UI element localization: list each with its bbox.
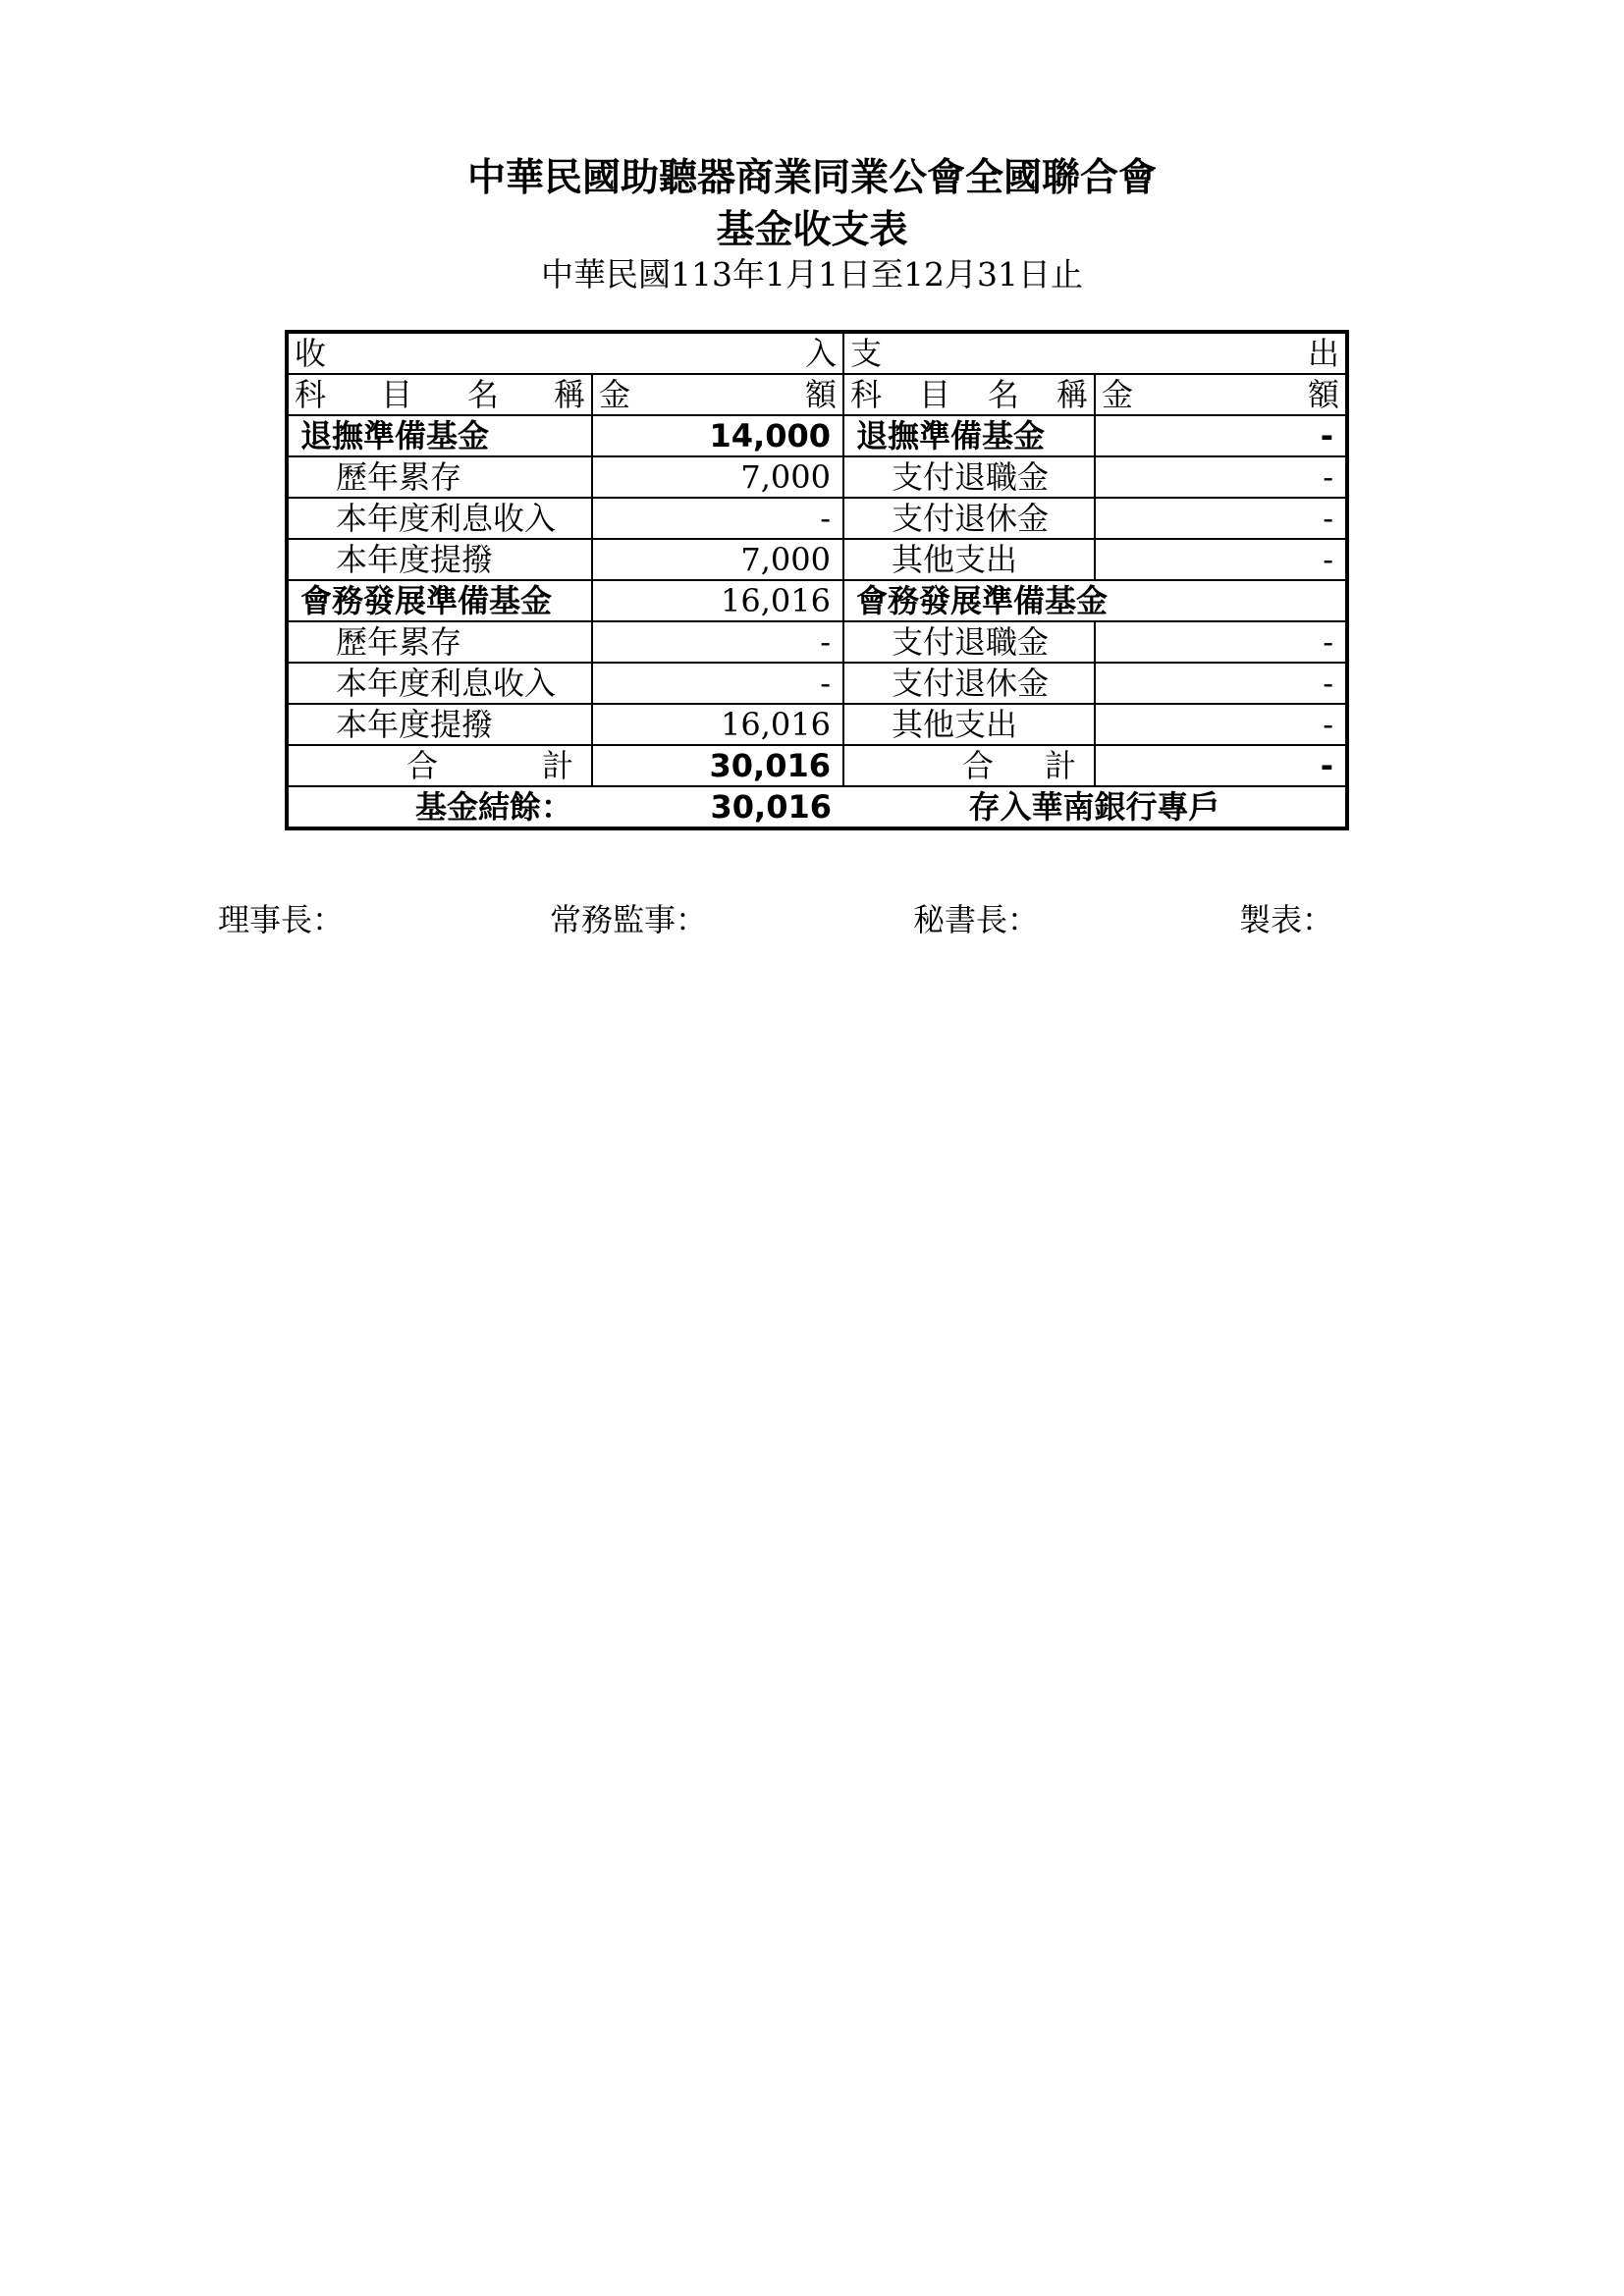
expense-item: 其他支出 — [843, 704, 1095, 745]
signature-supervisor: 常務監事： — [550, 901, 708, 938]
income-total-label — [287, 745, 592, 786]
income-item: 歷年累存 — [287, 456, 592, 498]
signature-chairman: 理事長： — [218, 901, 345, 938]
expense-amount: - — [1095, 498, 1347, 539]
income-amount: - — [592, 498, 843, 539]
expense-section-total: - — [1095, 415, 1347, 456]
expense-amount: - — [1095, 621, 1347, 663]
income-header — [287, 332, 843, 374]
amount-header-right: 額 — [1307, 376, 1339, 413]
table-row — [287, 539, 1347, 580]
expense-header-left: 支 — [850, 335, 883, 372]
signature-secretary: 秘書長： — [913, 901, 1040, 938]
section-title-row — [287, 580, 1347, 621]
income-header-left: 收 — [295, 335, 327, 372]
total-label-right: 計 — [1044, 747, 1076, 784]
report-period: 中華民國113年1月1日至12月31日止 — [541, 255, 1083, 294]
section-title-row — [287, 415, 1347, 456]
income-item: 歷年累存 — [287, 621, 592, 663]
expense-grand-total: - — [1095, 745, 1347, 786]
income-section-title: 退撫準備基金 — [287, 415, 592, 456]
income-section-total: 16,016 — [592, 580, 843, 621]
balance-note: 存入華南銀行專戶 — [843, 786, 1347, 828]
amount-header-right: 額 — [804, 376, 837, 413]
income-amount-column-header — [592, 374, 843, 415]
income-item: 本年度提撥 — [287, 704, 592, 745]
income-amount: 16,016 — [592, 704, 843, 745]
expense-amount-column-header — [1095, 374, 1347, 415]
balance-amount: 30,016 — [592, 786, 843, 828]
expense-header-right: 出 — [1307, 335, 1339, 372]
total-label-left: 合 — [406, 747, 439, 784]
expense-item: 支付退職金 — [843, 621, 1095, 663]
expense-amount: - — [1095, 704, 1347, 745]
expense-amount: - — [1095, 539, 1347, 580]
signature-preparer: 製表： — [1239, 901, 1334, 938]
income-item: 本年度利息收入 — [287, 498, 592, 539]
income-grand-total: 30,016 — [592, 745, 843, 786]
income-amount: 7,000 — [592, 539, 843, 580]
table-row — [287, 621, 1347, 663]
income-item: 本年度利息收入 — [287, 663, 592, 704]
expense-section-title: 退撫準備基金 — [843, 415, 1095, 456]
amount-header-left: 金 — [599, 376, 631, 413]
income-amount: - — [592, 663, 843, 704]
income-amount: - — [592, 621, 843, 663]
table-row — [287, 704, 1347, 745]
income-amount: 7,000 — [592, 456, 843, 498]
income-item-column-header: 科 目 名 稱 — [287, 374, 592, 415]
table-row — [287, 498, 1347, 539]
report-title: 基金收支表 — [716, 208, 908, 252]
expense-item: 其他支出 — [843, 539, 1095, 580]
income-header-right: 入 — [804, 335, 837, 372]
expense-total-label — [843, 745, 1095, 786]
total-row — [287, 745, 1347, 786]
organization-title: 中華民國助聽器商業同業公會全國聯合會 — [466, 156, 1157, 200]
income-section-total: 14,000 — [592, 415, 843, 456]
balance-label: 基金結餘： — [287, 786, 592, 828]
fund-statement-table — [285, 330, 1349, 830]
expense-item: 支付退職金 — [843, 456, 1095, 498]
income-item: 本年度提撥 — [287, 539, 592, 580]
expense-amount: - — [1095, 663, 1347, 704]
expense-item: 支付退休金 — [843, 498, 1095, 539]
table-row — [287, 663, 1347, 704]
expense-item: 支付退休金 — [843, 663, 1095, 704]
column-header-row — [287, 374, 1347, 415]
amount-header-left: 金 — [1102, 376, 1134, 413]
balance-row — [287, 786, 1347, 828]
total-label-left: 合 — [962, 747, 995, 784]
income-section-title: 會務發展準備基金 — [287, 580, 592, 621]
expense-amount: - — [1095, 456, 1347, 498]
total-label-right: 計 — [541, 747, 573, 784]
expense-header — [843, 332, 1347, 374]
table-header-row — [287, 332, 1347, 374]
expense-item-column-header: 科 目 名 稱 — [843, 374, 1095, 415]
table-row — [287, 456, 1347, 498]
expense-section-title: 會務發展準備基金 — [843, 580, 1347, 621]
